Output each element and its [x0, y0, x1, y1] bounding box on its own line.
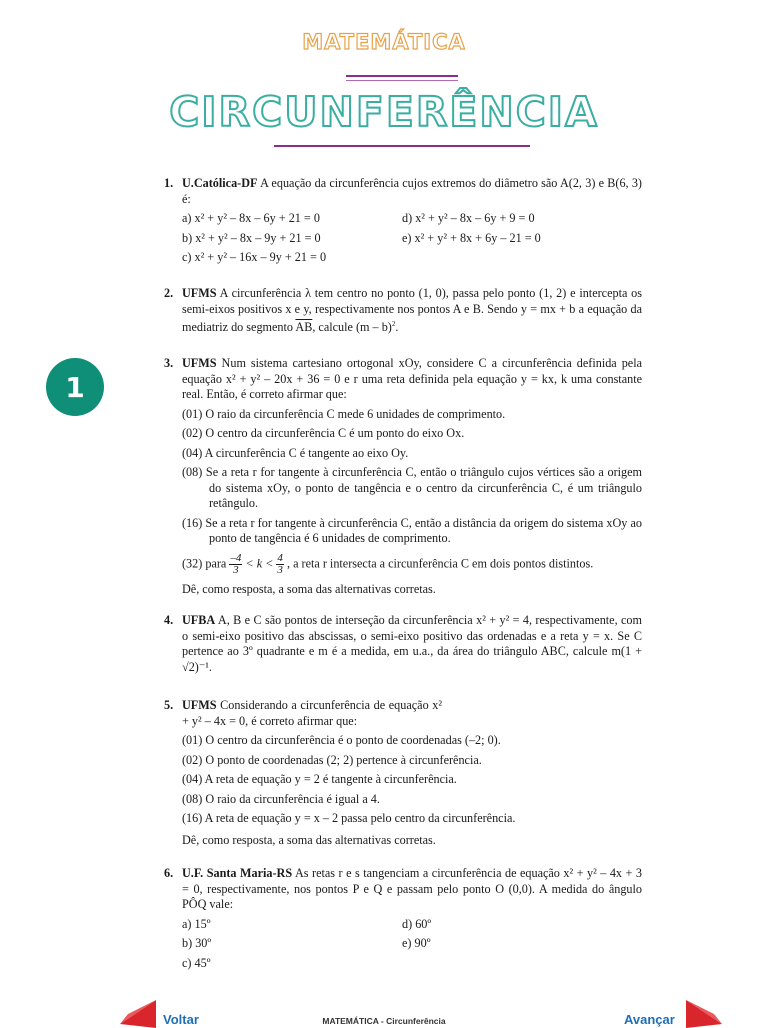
title-underline — [274, 145, 530, 147]
statement-02: (02) O centro da circunferência C é um ponto do eixo Ox. — [182, 426, 465, 440]
subject-heading: MATEMÁTICA — [302, 30, 466, 54]
option-a: a) 15º — [182, 916, 211, 931]
footer-caption: MATEMÁTICA - Circunferência — [322, 1016, 446, 1026]
question-6 — [164, 866, 642, 971]
option-a: a) x² + y² – 8x – 6y + 21 = 0 — [182, 211, 320, 225]
option-e: e) x² + y² + 8x + 6y – 21 = 0 — [402, 230, 541, 245]
question-text: A, B e C são pontos de interseção da circunferência x² + y² = 4, respectivamente, com o semi-eixo positivo das abscissas, o semi-eixo positivo das ordenadas e a reta y = x. Se C pertence ao 3º quadrante e m é a medida, em u.a., da área do triângulo ABC, calcule m(1 + √2)⁻¹. — [182, 613, 642, 674]
question-number: 3. — [164, 356, 174, 370]
option-e: e) 90º — [402, 936, 431, 950]
question-text-cont: , calcule (m – b) — [312, 320, 392, 334]
question-source: UFBA — [182, 613, 216, 627]
header-rule-top — [346, 75, 458, 77]
fraction-lower: $\frac{-4}{3}$ — [230, 551, 242, 576]
answer-options — [182, 211, 642, 266]
option-b: b) 30º — [182, 936, 212, 950]
statement-prefix: (32) para — [182, 555, 227, 570]
question-number: 2. — [164, 286, 174, 300]
statement-08: (08) Se a reta r for tangente à circunferência C, então o triângulo cujos vértices são a origem do sistema xOy, o ponto de tangência e o centro da circunferência C, é um triângulo retângulo. — [182, 465, 642, 510]
statement-04: (04) A reta de equação y = 2 é tangente à circunferência. — [182, 772, 457, 786]
option-d: d) 60º — [402, 916, 432, 931]
question-4 — [164, 613, 642, 675]
header-rule-mid — [346, 80, 458, 81]
answer-options — [182, 917, 642, 972]
chapter-badge: 1 — [46, 358, 104, 416]
question-text-end: . — [395, 320, 399, 334]
option-c: c) x² + y² – 16x – 9y + 21 = 0 — [182, 250, 327, 264]
answer-instruction: Dê, como resposta, a soma das alternativas corretas. — [182, 581, 436, 596]
question-text: As retas r e s tangenciam a circunferência de equação x² + y² – 4x + 3 = 0, respectivamente, nos pontos P e Q e passam pelo ponto O (0,0). A medida do ângulo PÔQ vale: — [182, 866, 642, 911]
statement-32 — [182, 553, 642, 576]
question-text: A circunferência λ tem centro no ponto (1, 0), passa pelo ponto (1, 2) e intercepta os semi-eixos positivos x e y, respectivamente nos pontos A e B. Sendo y = mx + b a equação da mediatriz do segmento — [182, 286, 642, 334]
question-3 — [164, 356, 642, 597]
statement-02: (02) O ponto de coordenadas (2; 2) pertence à circunferência. — [182, 752, 482, 767]
option-d: d) x² + y² – 8x – 6y + 9 = 0 — [402, 211, 535, 225]
option-b: b) x² + y² – 8x – 9y + 21 = 0 — [182, 230, 321, 245]
question-source: U.Católica-DF — [182, 176, 258, 190]
statement-01: (01) O centro da circunferência é o ponto de coordenadas (–2; 0). — [182, 733, 501, 747]
question-5 — [164, 698, 642, 848]
statement-16: (16) Se a reta r for tangente à circunferência C, então a distância da origem do sistema xOy ao ponto de tangência é 6 unidades de comprimento. — [182, 515, 642, 545]
question-source: UFMS — [182, 286, 217, 300]
question-number: 6. — [164, 866, 174, 880]
statement-08: (08) O raio da circunferência é igual a 4. — [182, 791, 380, 806]
option-c: c) 45º — [182, 955, 211, 970]
answer-instruction: Dê, como resposta, a soma das alternativas corretas. — [182, 832, 436, 847]
exponent: 2 — [391, 320, 396, 328]
page-title: CIRCUNFERÊNCIA — [169, 88, 599, 136]
statement-04: (04) A circunferência C é tangente ao eixo Oy. — [182, 445, 409, 460]
fraction-upper: $\frac{4}{3}$ — [277, 551, 283, 576]
question-text: Considerando a circunferência de equação x² + y² – 4x = 0, é correto afirmar que: — [182, 698, 443, 728]
inequality: < k < — [245, 555, 274, 570]
next-button[interactable]: Avançar — [624, 1012, 675, 1027]
question-1 — [164, 176, 642, 266]
statement-suffix: , a reta r intersecta a circunferência C em dois pontos distintos. — [286, 555, 594, 570]
segment-label: $\overline{AB}$ — [295, 320, 313, 334]
question-text: A equação da circunferência cujos extremos do diâmetro são A(2, 3) e B(6, 3) é: — [182, 176, 642, 206]
question-source: U.F. Santa Maria-RS — [182, 866, 293, 880]
question-number: 1. — [164, 176, 174, 190]
question-2 — [164, 286, 642, 336]
back-button[interactable]: Voltar — [163, 1012, 199, 1027]
statement-01: (01) O raio da circunferência C mede 6 unidades de comprimento. — [182, 406, 506, 421]
statement-16: (16) A reta de equação y = x – 2 passa pelo centro da circunferência. — [182, 811, 516, 825]
question-text: Num sistema cartesiano ortogonal xOy, considere C a circunferência definida pela equação x² + y² – 20x + 36 = 0 e r uma reta definida pela equação y = kx, k uma constante real. Então, é correto afirmar que: — [182, 356, 643, 401]
question-number: 4. — [164, 613, 174, 627]
question-source: UFMS — [182, 356, 217, 370]
question-number: 5. — [164, 698, 174, 712]
question-source: UFMS — [182, 698, 217, 712]
